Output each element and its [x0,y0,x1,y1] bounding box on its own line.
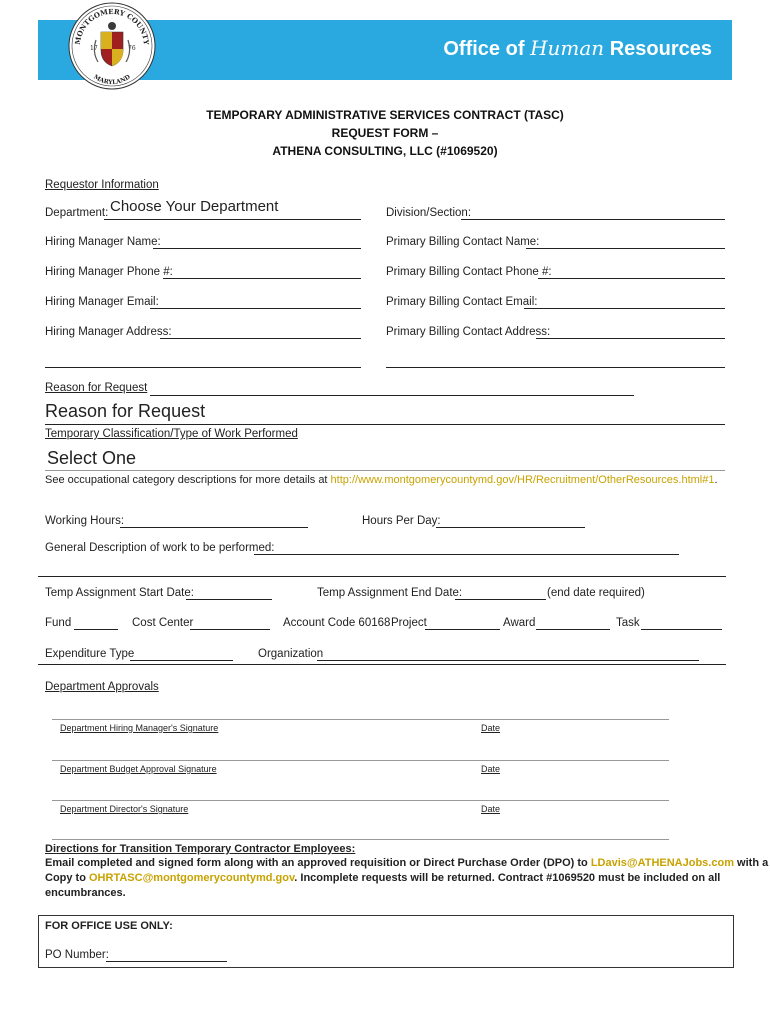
award-label: Award [503,617,536,629]
svg-text:17: 17 [90,45,98,52]
hiring-manager-address-label: Hiring Manager Address: [45,326,172,338]
office-title-script: Human [530,36,605,60]
classification-select[interactable]: Select One [47,448,137,468]
directions-line1 [45,857,768,869]
billing-phone-label: Primary Billing Contact Phone #: [386,266,552,278]
hiring-manager-email-label: Hiring Manager Email: [45,296,159,308]
start-date-label: Temp Assignment Start Date: [45,587,194,599]
county-seal-logo [68,2,156,90]
athena-email-link[interactable]: LDavis@ATHENAJobs.com [590,857,734,869]
billing-email-label: Primary Billing Contact Email: [386,296,538,308]
division-field[interactable] [461,219,725,220]
hiring-manager-address-field[interactable] [160,338,361,339]
task-label: Task [616,617,640,629]
office-title-suffix: Resources [609,38,712,60]
occupational-note-period: . [714,474,718,486]
hiring-manager-address-line2[interactable] [45,367,361,368]
end-date-field[interactable] [455,599,546,600]
reason-input[interactable]: Reason for Request [45,401,206,421]
occupational-note [45,474,718,486]
hours-per-day-field[interactable] [436,527,585,528]
reason-underline [45,424,725,425]
hiring-manager-email-field[interactable] [150,308,361,309]
requestor-section-label: Requestor Information [45,179,159,191]
po-number-label: PO Number: [45,949,109,961]
expenditure-type-field[interactable] [130,660,233,661]
budget-signature-label: Department Budget Approval Signature [60,764,217,774]
po-number-field[interactable] [106,961,227,962]
ohr-email-link[interactable]: OHRTASC@montgomerycountymd.gov [89,872,295,884]
department-underline [104,219,361,220]
directions-text4: . Incomplete requests will be returned. Contract #1069520 must be included on all [294,872,721,884]
work-description-label: General Description of work to be performed: [45,542,275,554]
reason-label-underline [150,395,634,396]
billing-address-field[interactable] [536,338,725,339]
hiring-manager-phone-label: Hiring Manager Phone #: [45,266,173,278]
expenditure-type-label: Expenditure Type [45,648,135,660]
hiring-manager-signature-label: Department Hiring Manager's Signature [60,723,219,733]
svg-text:76: 76 [128,45,136,52]
billing-name-label: Primary Billing Contact Name: [386,236,540,248]
hours-per-day-label: Hours Per Day: [362,515,441,527]
svg-text:MONTGOMERY COUNTY: MONTGOMERY COUNTY [72,6,152,46]
approvals-section-label: Department Approvals [45,681,159,693]
start-date-field[interactable] [186,599,272,600]
form-title-line1: TEMPORARY ADMINISTRATIVE SERVICES CONTRACT (TASC) [206,108,564,122]
cost-center-field[interactable] [190,629,270,630]
hiring-manager-name-label: Hiring Manager Name: [45,236,161,248]
director-signature-label: Department Director's Signature [60,804,189,814]
office-use-heading: FOR OFFICE USE ONLY: [45,920,173,932]
fund-field[interactable] [74,629,118,630]
director-signature-line[interactable] [52,800,669,801]
directions-line3: encumbrances. [45,887,126,899]
account-code-label: Account Code 60168 [283,617,391,629]
occupational-note-text: See occupational category descriptions for more details at [45,474,331,486]
organization-field[interactable] [317,660,699,661]
reason-label: Reason for Request [45,382,148,394]
fund-label: Fund [45,617,72,629]
cost-center-label: Cost Center [132,617,194,629]
occupational-link[interactable]: http://www.montgomerycountymd.gov/HR/Recruitment/OtherResources.html#1 [330,474,715,486]
svg-text:MARYLAND: MARYLAND [92,73,132,87]
project-label: Project [391,617,427,629]
section-divider-2 [38,664,726,665]
billing-phone-field[interactable] [538,278,725,279]
department-label: Department: [45,207,109,219]
organization-label: Organization [258,648,324,660]
end-date-label: Temp Assignment End Date: [317,587,463,599]
project-field[interactable] [425,629,500,630]
billing-name-field[interactable] [526,248,725,249]
award-field[interactable] [536,629,610,630]
department-select[interactable]: Choose Your Department [110,198,279,215]
end-date-note: (end date required) [547,587,645,599]
director-date-label: Date [481,804,501,814]
work-description-field[interactable] [254,554,679,555]
directions-line2 [45,872,720,884]
budget-signature-line[interactable] [52,760,669,761]
billing-email-field[interactable] [524,308,725,309]
directions-text2: with a [733,857,769,869]
directions-heading: Directions for Transition Temporary Contractor Employees: [45,843,356,855]
approvals-bottom-line [52,839,669,840]
division-label: Division/Section: [386,207,472,219]
hiring-manager-name-field[interactable] [153,248,361,249]
office-title [443,36,712,61]
form-title-line3: ATHENA CONSULTING, LLC (#1069520) [272,144,498,158]
working-hours-field[interactable] [120,527,308,528]
section-divider [38,576,726,577]
hiring-manager-date-label: Date [481,723,501,733]
directions-text3: Copy to [45,872,89,884]
classification-underline [45,470,725,471]
classification-label: Temporary Classification/Type of Work Performed [45,428,298,440]
working-hours-label: Working Hours: [45,515,125,527]
office-title-prefix: Office of [443,38,525,60]
directions-text1: Email completed and signed form along with an approved requisition or Direct Purchase Order (DPO) to [45,857,591,869]
budget-date-label: Date [481,764,501,774]
task-field[interactable] [641,629,722,630]
form-title-line2: REQUEST FORM – [331,126,439,140]
billing-address-label: Primary Billing Contact Address: [386,326,551,338]
billing-address-line2[interactable] [386,367,725,368]
hiring-manager-phone-field[interactable] [163,278,361,279]
hiring-manager-signature-line[interactable] [52,719,669,720]
